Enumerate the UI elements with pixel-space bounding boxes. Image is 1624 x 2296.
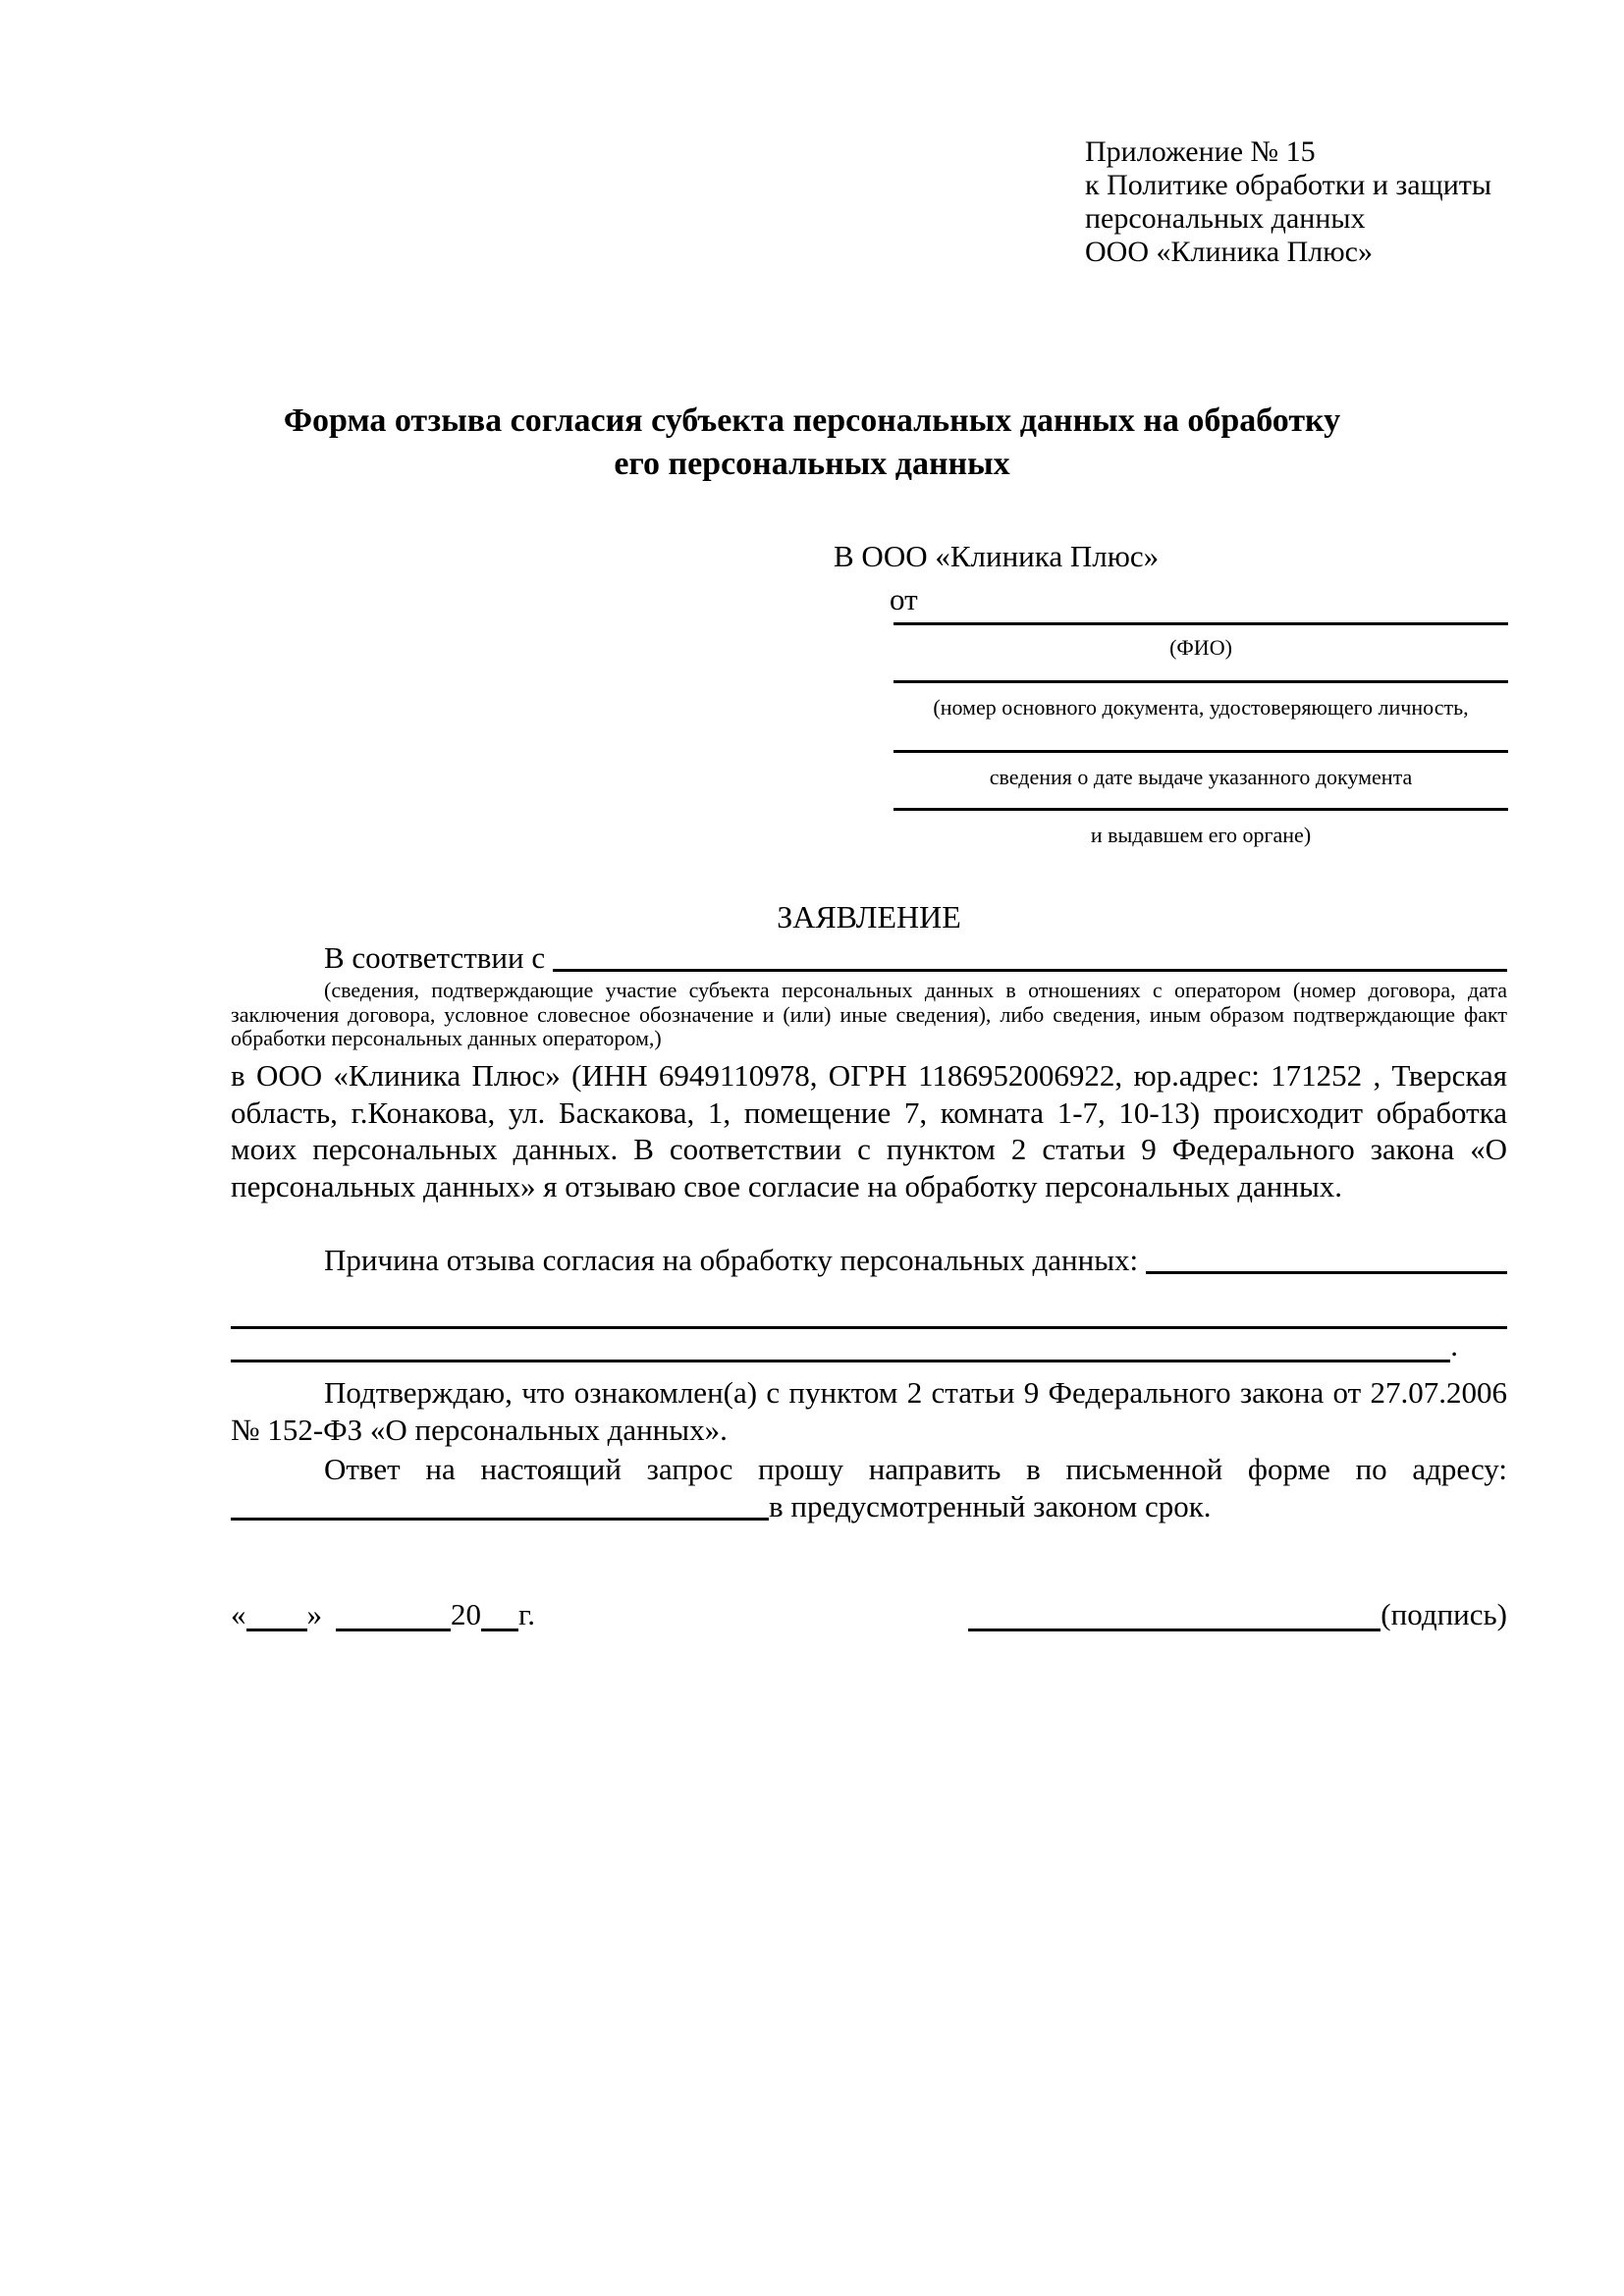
signature-field — [968, 1596, 1507, 1633]
date-open-quote: « — [231, 1597, 246, 1631]
reply-address-row — [231, 1488, 1507, 1525]
year-prefix: 20 — [451, 1597, 481, 1631]
issuing-authority-blank-line — [893, 790, 1508, 811]
fio-blank-line — [893, 618, 1508, 625]
note-text: (сведения, подтверждающие участие субъекта персональных данных в отношениях с оператором (номер договора, дата заключения договора, условное словесное обозначение и (или) иные сведения), либо сведения, иным образом подтверждающие факт обработки персональных данных оператором,) — [231, 978, 1507, 1050]
signature-blank-line — [968, 1629, 1380, 1631]
signature-caption: (подпись) — [1380, 1597, 1507, 1631]
date-close-quote: » — [306, 1597, 322, 1631]
statement-heading: ЗАЯВЛЕНИЕ — [777, 899, 961, 934]
sentence-period: . — [1450, 1328, 1458, 1362]
reason-blank-line-3-row — [231, 1328, 1458, 1364]
document-title — [174, 400, 1450, 486]
confirmation-paragraph: Подтверждаю, что ознакомлен(а) с пунктом 2 статьи 9 Федерального закона от 27.07.2006 № 152-ФЗ «О персональных данных». — [231, 1375, 1507, 1447]
addressee-block — [834, 538, 1508, 848]
document-title-line-1: Форма отзыва согласия субъекта персональных данных на обработку — [283, 402, 1341, 439]
date-field — [231, 1596, 535, 1633]
addressee-to: В ООО «Клиника Плюс» — [834, 539, 1160, 573]
reason-blank-line-1 — [1146, 1242, 1507, 1274]
addressee-from-label: от — [890, 582, 918, 616]
reason-blank-line-2 — [231, 1294, 1507, 1329]
day-blank-line — [246, 1629, 307, 1631]
appendix-policy-line: к Политике обработки и защиты — [1085, 169, 1492, 201]
id-document-number-caption: (номер основного документа, удостоверяющего личность, — [933, 695, 1469, 720]
appendix-header — [1085, 135, 1491, 269]
month-blank-line — [336, 1629, 451, 1631]
issue-date-caption: сведения о дате выдаче указанного документа — [989, 765, 1413, 789]
basis-blank-line — [553, 939, 1507, 972]
intro-label: В соответствии с — [324, 940, 546, 975]
signature-row — [231, 1596, 1507, 1637]
year-blank-line — [481, 1629, 518, 1631]
reply-address-blank-line — [231, 1488, 769, 1521]
intro-paragraph — [231, 939, 1507, 977]
year-suffix: г. — [518, 1597, 535, 1631]
issuing-authority-caption: и выдавшем его органе) — [1090, 823, 1312, 847]
statement-body: в ООО «Клиника Плюс» (ИНН 6949110978, ОГРН 1186952006922, юр.адрес: 171252 , Тверская область, г.Конакова, ул. Баскакова, 1, помещение 7, комната 1-7, 10-13) происходит обработка моих персональных данных. В соответствии с пунктом 2 статьи 9 Федерального закона «О персональных данных» я отзываю свое согласие на обработку персональных данных. — [231, 1058, 1507, 1203]
reason-paragraph — [231, 1242, 1507, 1279]
appendix-policy-line-2: персональных данных — [1085, 202, 1366, 235]
reply-paragraph: Ответ на настоящий запрос прошу направить в письменной форме по адресу: — [324, 1452, 1507, 1486]
reason-blank-line-3 — [231, 1332, 1450, 1362]
appendix-company-line: ООО «Клиника Плюс» — [1085, 236, 1373, 268]
issue-date-blank-line — [893, 721, 1508, 753]
appendix-number-line: Приложение № 15 — [1085, 135, 1316, 168]
reply-suffix: в предусмотренный законом срок. — [769, 1489, 1212, 1523]
fio-caption: (ФИО) — [1169, 635, 1232, 660]
id-document-number-blank-line — [893, 661, 1508, 683]
document-title-line-2: его персональных данных — [614, 446, 1010, 482]
reason-label: Причина отзыва согласия на обработку персональных данных: — [324, 1243, 1139, 1277]
